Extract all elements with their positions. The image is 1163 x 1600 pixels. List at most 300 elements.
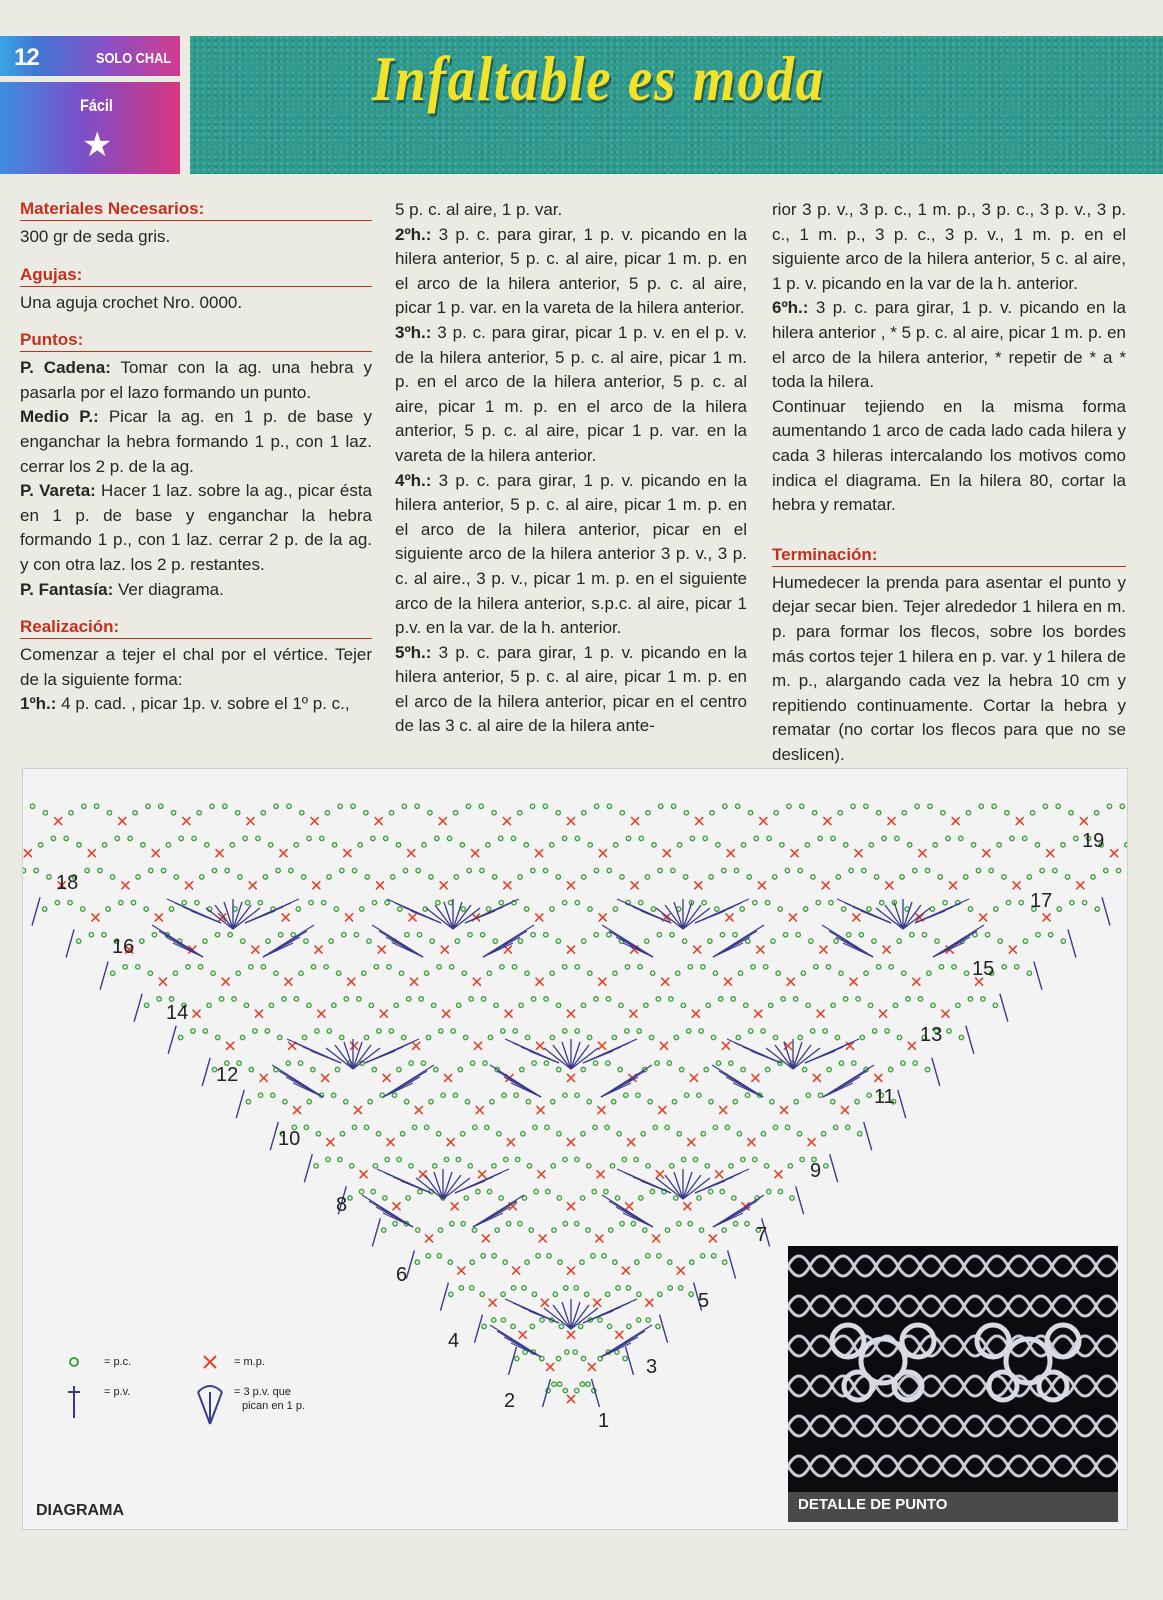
chain-stitch-dot <box>581 1356 585 1360</box>
chain-stitch-dot <box>536 1254 540 1258</box>
chain-stitch-dot <box>715 907 719 911</box>
chain-stitch-dot <box>540 1318 544 1322</box>
chain-stitch-dot <box>492 811 496 815</box>
chain-stitch-dot <box>928 804 932 808</box>
chain-stitch-dot <box>611 1099 615 1103</box>
chain-stitch-dot <box>670 933 674 937</box>
chain-stitch-dot <box>551 1164 555 1168</box>
chain-stitch-dot <box>979 804 983 808</box>
chain-stitch-dot <box>98 868 102 872</box>
chain-stitch-dot <box>809 939 813 943</box>
single-crochet-mark <box>645 1299 653 1307</box>
chain-stitch-dot <box>858 1132 862 1136</box>
single-crochet-mark <box>91 913 99 921</box>
chain-stitch-dot <box>360 907 364 911</box>
chain-stitch-dot <box>473 1125 477 1129</box>
chain-stitch-dot <box>682 939 686 943</box>
chain-stitch-dot <box>195 900 199 904</box>
chain-stitch-dot <box>359 1189 363 1193</box>
chain-stitch-dot <box>430 939 434 943</box>
chain-stitch-dot <box>736 1035 740 1039</box>
chain-stitch-dot <box>665 1228 669 1232</box>
chain-stitch-dot <box>798 1035 802 1039</box>
chain-stitch-dot <box>701 1132 705 1136</box>
chain-stitch-dot <box>907 843 911 847</box>
chain-stitch-dot <box>681 1157 685 1161</box>
chain-stitch-dot <box>826 965 830 969</box>
chain-stitch-dot <box>864 971 868 975</box>
single-crochet-mark <box>709 1234 717 1242</box>
chain-stitch-dot <box>110 971 114 975</box>
chain-stitch-dot <box>646 1254 650 1258</box>
chain-stitch-dot <box>619 1003 623 1007</box>
single-crochet-mark <box>918 849 926 857</box>
upper-fan-stitch <box>455 1169 509 1193</box>
single-crochet-mark <box>326 1138 334 1146</box>
chain-stitch-dot <box>458 1067 462 1071</box>
chain-stitch-dot <box>581 939 585 943</box>
chain-stitch-dot <box>716 843 720 847</box>
chain-stitch-dot <box>550 1035 554 1039</box>
chain-stitch-dot <box>439 1029 443 1033</box>
chain-stitch-dot <box>276 868 280 872</box>
chain-stitch-dot <box>556 875 560 879</box>
single-crochet-mark <box>567 1395 575 1403</box>
single-crochet-mark <box>756 946 764 954</box>
stitch-detail-image <box>788 1246 1118 1496</box>
chain-stitch-dot <box>773 1035 777 1039</box>
chain-stitch-dot <box>289 868 293 872</box>
chain-stitch-dot <box>426 1254 430 1258</box>
chain-stitch-dot <box>1120 804 1124 808</box>
chain-stitch-dot <box>620 1221 624 1225</box>
chain-stitch-dot <box>232 997 236 1001</box>
single-crochet-mark <box>595 1234 603 1242</box>
edge-treble-stitch <box>32 897 40 925</box>
side-fan-stitch <box>713 925 764 957</box>
edge-treble-stitch <box>796 1186 804 1214</box>
chain-stitch-dot <box>518 939 522 943</box>
chain-stitch-dot <box>1095 907 1099 911</box>
single-crochet-mark <box>1016 817 1024 825</box>
single-crochet-mark <box>410 978 418 986</box>
chain-stitch-dot <box>709 1099 713 1103</box>
chain-stitch-dot <box>925 1067 929 1071</box>
chain-stitch-dot <box>845 1125 849 1129</box>
chain-stitch-dot <box>650 1189 654 1193</box>
chain-stitch-dot <box>404 1099 408 1103</box>
chain-stitch-dot <box>1057 907 1061 911</box>
chain-stitch-dot <box>329 939 333 943</box>
single-crochet-mark <box>536 1042 544 1050</box>
chain-stitch-dot <box>798 868 802 872</box>
chain-stitch-dot <box>394 1003 398 1007</box>
single-crochet-mark <box>539 1234 547 1242</box>
chain-stitch-dot <box>586 1228 590 1232</box>
needles-heading: Agujas: <box>20 264 372 287</box>
chain-stitch-dot <box>665 1125 669 1129</box>
chain-stitch-dot <box>839 1061 843 1065</box>
chain-stitch-dot <box>520 1067 524 1071</box>
chain-stitch-dot <box>314 1164 318 1168</box>
chain-stitch-dot <box>956 1003 960 1007</box>
chain-stitch-dot <box>470 1061 474 1065</box>
single-crochet-mark <box>658 1106 666 1114</box>
single-crochet-mark <box>54 817 62 825</box>
chain-stitch-dot <box>526 1099 530 1103</box>
chain-stitch-dot <box>492 1318 496 1322</box>
section-name: SOLO CHAL <box>96 50 172 67</box>
single-crochet-mark <box>599 913 607 921</box>
chain-stitch-dot <box>925 868 929 872</box>
single-crochet-mark <box>282 913 290 921</box>
single-crochet-mark <box>722 1042 730 1050</box>
chain-stitch-dot <box>574 1388 578 1392</box>
single-crochet-mark <box>687 1138 695 1146</box>
chain-stitch-dot <box>855 1099 859 1103</box>
edge-treble-stitch <box>830 1154 838 1182</box>
chain-stitch-dot <box>862 868 866 872</box>
chain-stitch-dot <box>300 811 304 815</box>
chain-stitch-dot <box>216 1035 220 1039</box>
chain-stitch-dot <box>627 1324 631 1328</box>
single-crochet-mark <box>567 881 575 889</box>
single-crochet-mark <box>567 946 575 954</box>
chain-stitch-dot <box>278 933 282 937</box>
chain-stitch-dot <box>338 1157 342 1161</box>
chain-stitch-dot <box>327 875 331 879</box>
chain-stitch-dot <box>488 1035 492 1039</box>
chain-stitch-dot <box>1104 868 1108 872</box>
chain-stitch-dot <box>47 875 51 879</box>
single-crochet-mark <box>1110 849 1118 857</box>
single-crochet-mark <box>312 881 320 889</box>
chain-stitch-dot <box>278 1035 282 1039</box>
chain-stitch-dot <box>1005 811 1009 815</box>
continue-text: Continuar tejiendo en la misma forma aumentando 1 arco de cada lado cada hilera y cada 3 hileras intercalando los motivos como indica el diagrama. En la hilera 80, cortar la hebra y rematar. <box>772 396 1126 515</box>
chain-stitch-dot <box>801 971 805 975</box>
edge-treble-stitch <box>236 1090 244 1118</box>
edge-treble-stitch <box>1000 994 1008 1022</box>
chain-stitch-dot <box>238 875 242 879</box>
chain-stitch-dot <box>144 907 148 911</box>
chain-stitch-dot <box>971 843 975 847</box>
chain-stitch-dot <box>790 1196 794 1200</box>
chain-stitch-dot <box>613 907 617 911</box>
chain-stitch-dot <box>324 965 328 969</box>
chain-stitch-dot <box>847 933 851 937</box>
upper-fan-stitch <box>805 1039 859 1063</box>
single-crochet-mark <box>879 1010 887 1018</box>
single-crochet-mark <box>787 978 795 986</box>
stitch-cadena <box>20 356 372 405</box>
chain-stitch-dot <box>625 1029 629 1033</box>
chain-stitch-dot <box>200 875 204 879</box>
chain-stitch-dot <box>351 804 355 808</box>
chain-stitch-dot <box>340 1132 344 1136</box>
chain-stitch-dot <box>563 1157 567 1161</box>
stitch-vareta-text: Hacer 1 laz. sobre la ag., picar ésta en 1 p. de base y enganchar la hebra formando 1 p., con 1 laz. cerrar 2 p. de la ag. y con otra laz. los 2 p. restantes. <box>20 481 373 574</box>
chain-stitch-dot <box>403 868 407 872</box>
chain-stitch-dot <box>426 1035 430 1039</box>
chain-stitch-dot <box>604 1189 608 1193</box>
chain-stitch-dot <box>487 971 491 975</box>
chain-stitch-dot <box>918 997 922 1001</box>
chain-stitch-dot <box>282 997 286 1001</box>
single-crochet-mark <box>121 881 129 889</box>
upper-fan-stitch <box>377 1169 431 1193</box>
chain-stitch-dot <box>336 971 340 975</box>
single-crochet-mark <box>747 1138 755 1146</box>
single-crochet-mark <box>567 1074 575 1082</box>
chain-stitch-dot <box>266 939 270 943</box>
chain-stitch-dot <box>461 1132 465 1136</box>
single-crochet-mark <box>317 1010 325 1018</box>
chain-stitch-dot <box>511 1324 515 1328</box>
chain-stitch-dot <box>294 843 298 847</box>
chain-stitch-dot <box>387 965 391 969</box>
row-number-label: 19 <box>1082 830 1105 852</box>
chain-stitch-dot <box>677 843 681 847</box>
chain-stitch-dot <box>643 1228 647 1232</box>
edge-treble-stitch <box>898 1090 906 1118</box>
chain-stitch-dot <box>428 811 432 815</box>
single-crochet-mark <box>439 817 447 825</box>
chain-stitch-dot <box>94 804 98 808</box>
single-crochet-mark <box>597 1170 605 1178</box>
single-crochet-mark <box>378 946 386 954</box>
chain-stitch-dot <box>287 804 291 808</box>
chain-stitch-dot <box>769 1003 773 1007</box>
chain-stitch-dot <box>261 965 265 969</box>
chain-stitch-dot <box>593 1061 597 1065</box>
chain-stitch-dot <box>620 875 624 879</box>
legend-single-label: = m.p. <box>234 1356 265 1368</box>
chain-stitch-dot <box>136 965 140 969</box>
edge-treble-stitch <box>406 1250 414 1278</box>
chain-stitch-dot <box>482 1324 486 1328</box>
single-crochet-mark <box>791 849 799 857</box>
chain-stitch-dot <box>197 811 201 815</box>
chain-stitch-dot <box>659 804 663 808</box>
chain-stitch-dot <box>518 1221 522 1225</box>
chain-stitch-dot <box>720 933 724 937</box>
chain-stitch-dot <box>574 1286 578 1290</box>
single-crochet-mark <box>677 1267 685 1275</box>
chain-stitch-dot <box>565 1350 569 1354</box>
chain-stitch-dot <box>581 1067 585 1071</box>
chain-stitch-dot <box>544 933 548 937</box>
chain-stitch-dot <box>1094 811 1098 815</box>
chain-stitch-dot <box>492 1164 496 1168</box>
chain-stitch-dot <box>515 1157 519 1161</box>
chain-stitch-dot <box>198 965 202 969</box>
chain-stitch-dot <box>800 1157 804 1161</box>
single-crochet-mark <box>152 849 160 857</box>
single-crochet-mark <box>908 1042 916 1050</box>
chain-stitch-dot <box>393 1221 397 1225</box>
single-crochet-mark <box>1076 881 1084 889</box>
chain-stitch-dot <box>677 1221 681 1225</box>
chain-stitch-dot <box>77 843 81 847</box>
chain-stitch-dot <box>900 875 904 879</box>
chain-stitch-dot <box>722 1260 726 1264</box>
chain-stitch-dot <box>344 1099 348 1103</box>
chain-stitch-dot <box>556 1356 560 1360</box>
chain-stitch-dot <box>689 1292 693 1296</box>
chain-stitch-dot <box>417 933 421 937</box>
chain-stitch-dot <box>456 1003 460 1007</box>
chain-stitch-dot <box>493 939 497 943</box>
chain-stitch-dot <box>304 939 308 943</box>
chain-stitch-dot <box>669 997 673 1001</box>
chain-stitch-dot <box>557 1382 561 1386</box>
chain-stitch-dot <box>841 907 845 911</box>
chain-stitch-dot <box>522 1196 526 1200</box>
chain-stitch-dot <box>591 1254 595 1258</box>
chain-stitch-dot <box>55 900 59 904</box>
edge-treble-stitch <box>66 929 74 957</box>
chain-stitch-dot <box>976 868 980 872</box>
single-crochet-mark <box>284 978 292 986</box>
chain-stitch-dot <box>885 1029 889 1033</box>
chain-stitch-dot <box>525 1035 529 1039</box>
upper-fan-stitch <box>617 1169 671 1193</box>
chain-stitch-dot <box>322 900 326 904</box>
side-fan-stitch <box>712 1065 763 1097</box>
single-crochet-mark <box>193 1010 201 1018</box>
chain-stitch-dot <box>1074 836 1078 840</box>
chain-stitch-dot <box>966 811 970 815</box>
chain-stitch-dot <box>320 836 324 840</box>
chain-stitch-dot <box>210 804 214 808</box>
chain-stitch-dot <box>1015 965 1019 969</box>
chain-stitch-dot <box>588 843 592 847</box>
single-crochet-mark <box>1080 817 1088 825</box>
chain-stitch-dot <box>699 1228 703 1232</box>
chain-stitch-dot <box>371 1189 375 1193</box>
chain-stitch-dot <box>581 1132 585 1136</box>
chain-stitch-dot <box>527 1164 531 1168</box>
chain-stitch-dot <box>480 868 484 872</box>
chain-stitch-dot <box>767 836 771 840</box>
chain-stitch-dot <box>492 875 496 879</box>
chain-stitch-dot <box>215 933 219 937</box>
chain-stitch-dot <box>836 875 840 879</box>
chain-stitch-dot <box>152 933 156 937</box>
chain-stitch-dot <box>367 939 371 943</box>
chain-stitch-dot <box>418 1189 422 1193</box>
chain-stitch-dot <box>656 997 660 1001</box>
chain-stitch-dot <box>938 875 942 879</box>
text-column-2 <box>395 198 747 739</box>
chain-stitch-dot <box>704 1067 708 1071</box>
chain-stitch-dot <box>794 1099 798 1103</box>
chain-stitch-dot <box>610 1164 614 1168</box>
chain-stitch-dot <box>515 1356 519 1360</box>
chain-stitch-dot <box>646 1164 650 1168</box>
chain-stitch-dot <box>543 868 547 872</box>
chain-stitch-dot <box>525 971 529 975</box>
single-crochet-mark <box>883 946 891 954</box>
chain-stitch-dot <box>901 1061 905 1065</box>
chain-stitch-dot <box>745 1093 749 1097</box>
chain-stitch-dot <box>803 907 807 911</box>
chain-stitch-dot <box>677 1132 681 1136</box>
chain-stitch-dot <box>729 1061 733 1065</box>
chain-stitch-dot <box>205 843 209 847</box>
chain-stitch-dot <box>131 900 135 904</box>
single-crochet-mark <box>855 849 863 857</box>
chain-stitch-dot <box>385 1157 389 1161</box>
chain-stitch-dot <box>668 1286 672 1290</box>
single-crochet-mark <box>311 817 319 825</box>
single-crochet-mark <box>376 881 384 889</box>
single-crochet-mark <box>567 1138 575 1146</box>
chain-stitch-dot <box>805 843 809 847</box>
chain-stitch-dot <box>421 1061 425 1065</box>
chain-stitch-dot <box>888 1067 892 1071</box>
chain-stitch-dot <box>186 965 190 969</box>
chain-stitch-dot <box>128 836 132 840</box>
chain-stitch-dot <box>753 900 757 904</box>
chain-stitch-dot <box>725 1125 729 1129</box>
row-number-label: 2 <box>504 1390 516 1412</box>
chain-stitch-dot <box>773 875 777 879</box>
chain-stitch-dot <box>372 900 376 904</box>
chain-stitch-dot <box>352 868 356 872</box>
stitch-cadena-label: P. Cadena: <box>20 358 111 378</box>
single-crochet-mark <box>567 1010 575 1018</box>
single-crochet-mark <box>182 817 190 825</box>
chain-stitch-dot <box>43 811 47 815</box>
chain-stitch-dot <box>434 1067 438 1071</box>
chain-stitch-dot <box>396 843 400 847</box>
single-crochet-mark <box>690 1074 698 1082</box>
chain-stitch-dot <box>997 843 1001 847</box>
chain-stitch-dot <box>593 1125 597 1129</box>
chain-stitch-dot <box>107 811 111 815</box>
finish-text: Humedecer la prenda para asentar el punto y dejar secar bien. Tejer alrededor 1 hilera en m. p. para formar los flecos, sobre los bordes más cortos tejer 1 hilera en p. var. y 1 hilera de m. p., alargando cada vez la hebra 10 cm y repitiendo continuamente. Cortar la hebra y rematar (no cortar los flecos para que no se deslicen). <box>772 572 1126 764</box>
legend-treble-icon <box>68 1386 80 1418</box>
chain-stitch-dot <box>228 933 232 937</box>
edge-treble-stitch <box>966 1026 974 1054</box>
chain-stitch-dot <box>499 1196 503 1200</box>
chain-stitch-dot <box>652 843 656 847</box>
single-crochet-mark <box>447 1138 455 1146</box>
single-crochet-mark <box>759 817 767 825</box>
chain-stitch-dot <box>547 1254 551 1258</box>
chain-stitch-dot <box>636 1093 640 1097</box>
chain-stitch-dot <box>811 875 815 879</box>
chain-stitch-dot <box>171 811 175 815</box>
chain-stitch-dot <box>564 1286 568 1290</box>
single-crochet-mark <box>226 1042 234 1050</box>
single-crochet-mark <box>652 1234 660 1242</box>
chain-stitch-dot <box>166 843 170 847</box>
chain-stitch-dot <box>959 836 963 840</box>
chain-stitch-dot <box>448 1260 452 1264</box>
chain-stitch-dot <box>1069 811 1073 815</box>
chain-stitch-dot <box>340 868 344 872</box>
chain-stitch-dot <box>778 907 782 911</box>
chain-stitch-dot <box>959 1035 963 1039</box>
chain-stitch-dot <box>703 836 707 840</box>
row-4-text: 3 p. c. para girar, 1 p. v. picando en la hilera anterior, 5 p. c. al aire, picar 1 m. p. en el arco de la hilera anterior, picar en el siguiente arco de la hilera anterior 3 p. v., 3 p. c. al aire., 3 p. v., picar 1 m. p. en el siguiente arco de la hilera anterior, s.p.c. al aire, picar 1 p.v. en la var. de la h. anterior. <box>395 470 747 638</box>
chain-stitch-dot <box>263 875 267 879</box>
chain-stitch-dot <box>563 1093 567 1097</box>
single-crochet-mark <box>535 913 543 921</box>
